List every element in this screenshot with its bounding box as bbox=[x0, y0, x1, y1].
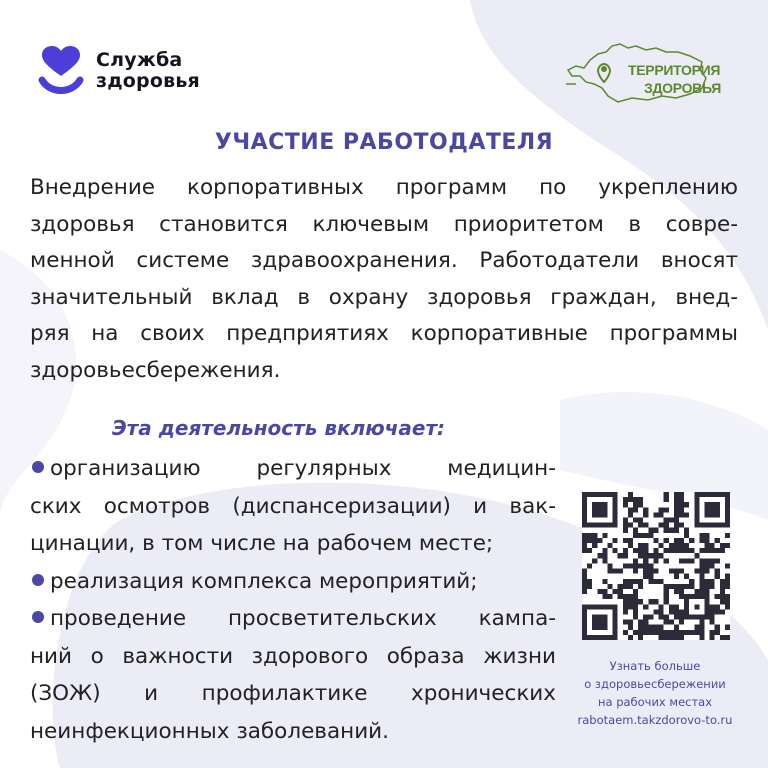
list-line-row bbox=[30, 525, 556, 563]
qr-code-image[interactable] bbox=[582, 492, 730, 640]
list-line: ских осмотров (диспансеризации) и вак- bbox=[30, 493, 556, 519]
list-item bbox=[30, 563, 556, 601]
list-line-row bbox=[30, 488, 556, 526]
qr-code[interactable] bbox=[582, 492, 730, 640]
intro-line: здоровьесбережения. bbox=[30, 357, 281, 383]
intro-line: Внедрение корпоративных программ по укреплению bbox=[30, 175, 738, 200]
intro-line: значительный вклад в охрану здоровья граждан, внед- bbox=[30, 284, 738, 310]
list-line: неинфекционных заболеваний. bbox=[30, 718, 389, 744]
learn-more-caption bbox=[566, 657, 744, 729]
bullet-icon bbox=[32, 461, 44, 473]
list-line: проведение просветительских кампа- bbox=[50, 606, 556, 631]
list-line: (ЗОЖ) и профилактике хронических bbox=[30, 681, 556, 706]
page-title: УЧАСТИЕ РАБОТОДАТЕЛЯ bbox=[214, 130, 554, 155]
sluzhba-zdorovya-logo bbox=[36, 44, 200, 98]
list-line-row bbox=[30, 713, 556, 751]
list-line: организацию регулярных медицин- bbox=[50, 456, 556, 481]
list-item bbox=[30, 450, 556, 488]
activities-list bbox=[30, 450, 556, 750]
list-line: ний о важности здорового образа жизни bbox=[30, 643, 556, 669]
intro-line: здоровья становится ключевым приоритетом в совре- bbox=[30, 211, 738, 237]
list-line: цинации, в том числе на рабочем месте; bbox=[30, 531, 494, 556]
caption-line: о здоровьесбережении bbox=[584, 677, 726, 691]
caption-line: на рабочих местах bbox=[597, 695, 713, 709]
heart-smile-icon bbox=[36, 44, 86, 98]
caption-line: Узнать больше bbox=[609, 659, 701, 673]
list-line-row bbox=[30, 675, 556, 713]
list-subheading: Эта деятельность включает: bbox=[112, 416, 446, 440]
intro-line: менной системе здравоохранения. Работодатели вносят bbox=[30, 248, 738, 273]
brand-right-line2: ЗДОРОВЬЯ bbox=[644, 80, 721, 96]
territoriya-zdorovya-logo bbox=[562, 40, 721, 106]
brand-line1: Служба bbox=[96, 49, 183, 71]
list-line-row bbox=[30, 638, 556, 676]
list-line: реализация комплекса мероприятий; bbox=[50, 568, 478, 594]
list-item bbox=[30, 600, 556, 638]
intro-paragraph bbox=[30, 170, 738, 389]
brand-line2: здоровья bbox=[96, 70, 200, 92]
brand-right-line1: ТЕРРИТОРИЯ bbox=[628, 62, 721, 78]
intro-line: ряя на своих предприятиях корпоративные программы bbox=[30, 321, 738, 346]
bullet-icon bbox=[32, 574, 44, 586]
bullet-icon bbox=[32, 611, 44, 623]
caption-url[interactable]: rabotaem.takzdorovo-to.ru bbox=[577, 713, 733, 727]
